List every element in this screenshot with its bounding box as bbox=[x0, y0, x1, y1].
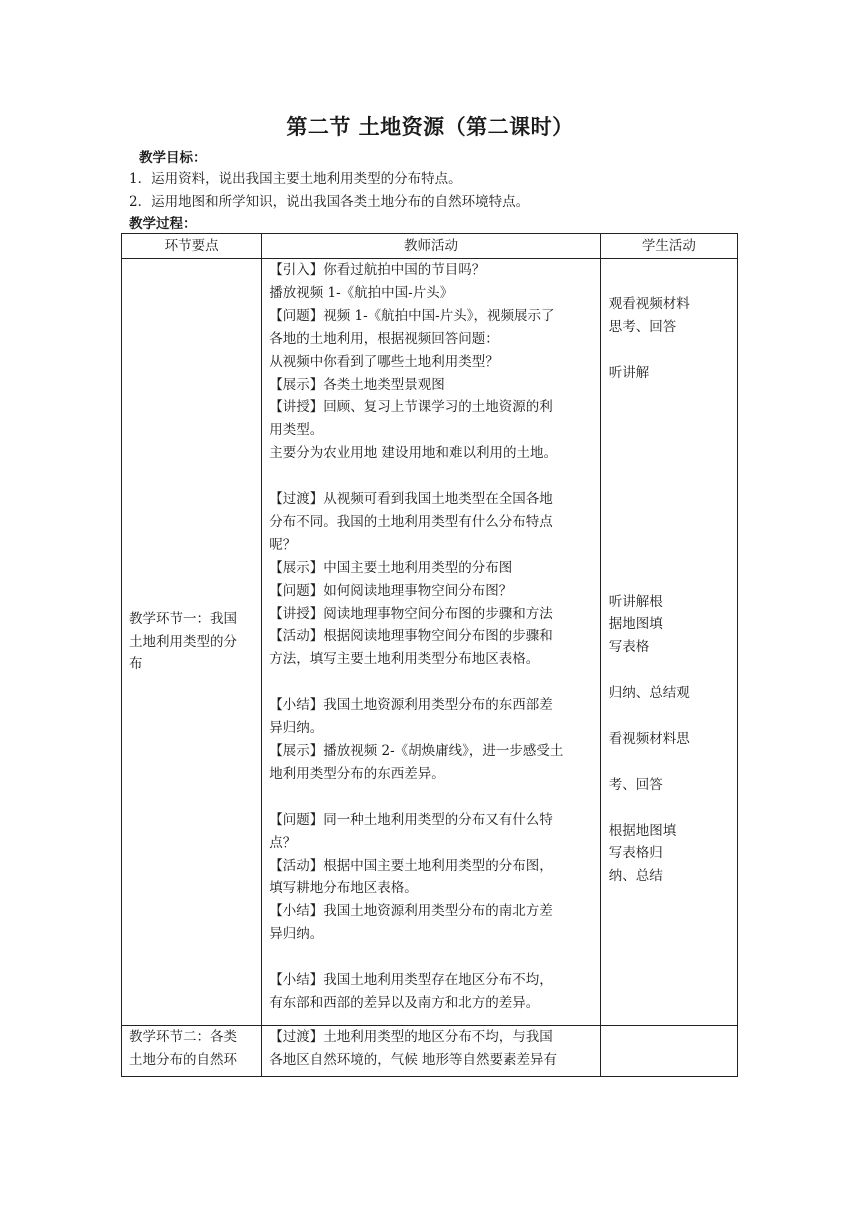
objectives-heading: 教学目标： bbox=[139, 150, 207, 166]
blank-line bbox=[609, 797, 732, 820]
blank-line bbox=[269, 946, 595, 969]
teacher-line: 【展示】各类土地类型景观图 bbox=[269, 376, 445, 393]
teacher-line: 【问题】同一种土地利用类型的分布又有什么特 bbox=[269, 811, 553, 828]
teacher-line: 异归纳。 bbox=[269, 720, 324, 737]
teacher-line: 点？ bbox=[269, 834, 297, 851]
student-activity-cell-1 bbox=[600, 259, 737, 1026]
teacher-line: 用类型。 bbox=[269, 422, 324, 439]
table-header-row bbox=[122, 234, 738, 259]
header-student: 学生活动 bbox=[600, 234, 737, 259]
teacher-line: 分布不同。我国的土地利用类型有什么分布特点 bbox=[269, 513, 553, 530]
teacher-activity-cell-1 bbox=[262, 259, 601, 1026]
stage-line: 教学环节一：我国 bbox=[129, 610, 237, 627]
teacher-line: 各地的土地利用，根据视频回答问题： bbox=[269, 330, 499, 347]
teacher-line: 各地区自然环境的，气候 地形等自然要素差异有 bbox=[269, 1051, 558, 1068]
student-line: 纳、总结 bbox=[608, 868, 663, 885]
process-heading: 教学过程： bbox=[129, 216, 197, 232]
stage-line: 土地分布的自然环 bbox=[129, 1051, 237, 1068]
teacher-line: 【小结】我国土地资源利用类型分布的东西部差 bbox=[269, 697, 553, 714]
teacher-line: 有东部和西部的差异以及南方和北方的差异。 bbox=[269, 994, 540, 1011]
teacher-line: 【过渡】土地利用类型的地区分布不均，与我国 bbox=[269, 1029, 553, 1045]
blank-line bbox=[609, 659, 732, 682]
teacher-line: 【展示】播放视频 2-《胡焕庸线》，进一步感受土 bbox=[269, 743, 564, 759]
teacher-line: 方法，填写主要土地利用类型分布地区表格。 bbox=[269, 651, 540, 668]
student-line: 听讲解根 bbox=[608, 593, 663, 610]
objective-item-2: 2．运用地图和所学知识，说出我国各类土地分布的自然环境特点。 bbox=[129, 194, 530, 210]
blank-line bbox=[609, 259, 732, 282]
student-line: 根据地图填 bbox=[608, 822, 677, 839]
student-line: 观看视频材料 bbox=[608, 295, 690, 312]
student-line: 写表格 bbox=[608, 639, 650, 656]
teacher-line: 呢？ bbox=[269, 536, 297, 553]
lesson-table bbox=[121, 233, 738, 1077]
stage-cell-2 bbox=[122, 1026, 262, 1077]
student-line: 归纳、总结观 bbox=[608, 685, 690, 702]
blank-line bbox=[269, 786, 595, 809]
teacher-line: 【过渡】从视频可看到我国土地类型在全国各地 bbox=[269, 491, 553, 508]
stage-line: 教学环节二：各类 bbox=[129, 1029, 237, 1045]
blank-line bbox=[269, 465, 595, 488]
student-line: 据地图填 bbox=[608, 616, 663, 633]
teacher-line: 【活动】根据阅读地理事物空间分布图的步骤和 bbox=[269, 628, 553, 645]
teacher-line: 【小结】我国土地利用类型存在地区分布不均， bbox=[269, 972, 553, 989]
blank-line bbox=[609, 339, 732, 362]
student-activity-cell-2 bbox=[600, 1026, 737, 1077]
student-line: 听讲解 bbox=[608, 364, 650, 381]
blank-line bbox=[269, 671, 595, 694]
blank-line bbox=[609, 282, 732, 293]
table-row-stage-2 bbox=[122, 1026, 738, 1077]
stage-line: 土地利用类型的分 bbox=[129, 633, 237, 650]
teacher-line: 【讲授】阅读地理事物空间分布图的步骤和方法 bbox=[269, 605, 553, 622]
teacher-line: 异归纳。 bbox=[269, 926, 324, 943]
student-line: 写表格归 bbox=[608, 845, 663, 862]
teacher-line: 填写耕地分布地区表格。 bbox=[269, 880, 418, 897]
blank-line bbox=[609, 751, 732, 774]
table-row-stage-1 bbox=[122, 259, 738, 1026]
teacher-line: 地利用类型分布的东西差异。 bbox=[269, 765, 445, 782]
student-line: 考、回答 bbox=[608, 776, 663, 793]
student-line: 思考、回答 bbox=[608, 318, 677, 335]
teacher-line: 【小结】我国土地资源利用类型分布的南北方差 bbox=[269, 903, 553, 920]
objective-item-1: 1．运用资料，说出我国主要土地利用类型的分布特点。 bbox=[129, 171, 462, 187]
teacher-line: 主要分为农业用地 建设用地和难以利用的土地。 bbox=[269, 445, 558, 462]
stage-cell-1 bbox=[122, 259, 262, 1026]
stage-line: 布 bbox=[129, 656, 143, 673]
teacher-line: 【问题】视频 1-《航拍中国-片头》，视频展示了 bbox=[269, 307, 555, 324]
page-title: 第二节 土地资源（第二课时） bbox=[286, 115, 574, 139]
teacher-line: 从视频中你看到了哪些土地利用类型？ bbox=[269, 353, 499, 370]
teacher-line: 【讲授】回顾、复习上节课学习的土地资源的利 bbox=[269, 399, 553, 416]
teacher-line: 【展示】中国主要土地利用类型的分布图 bbox=[269, 559, 513, 576]
student-line: 看视频材料思 bbox=[608, 730, 690, 747]
teacher-line: 【活动】根据中国主要土地利用类型的分布图， bbox=[269, 857, 553, 874]
teacher-line: 【问题】如何阅读地理事物空间分布图？ bbox=[269, 582, 513, 599]
teacher-line: 播放视频 1-《航拍中国-片头》 bbox=[269, 284, 454, 301]
teacher-activity-cell-2 bbox=[262, 1026, 601, 1077]
blank-space bbox=[609, 385, 732, 591]
header-teacher: 教师活动 bbox=[262, 234, 601, 259]
blank-line bbox=[609, 705, 732, 728]
teacher-line: 【引入】你看过航拍中国的节目吗？ bbox=[269, 262, 486, 278]
header-stage: 环节要点 bbox=[122, 234, 262, 259]
